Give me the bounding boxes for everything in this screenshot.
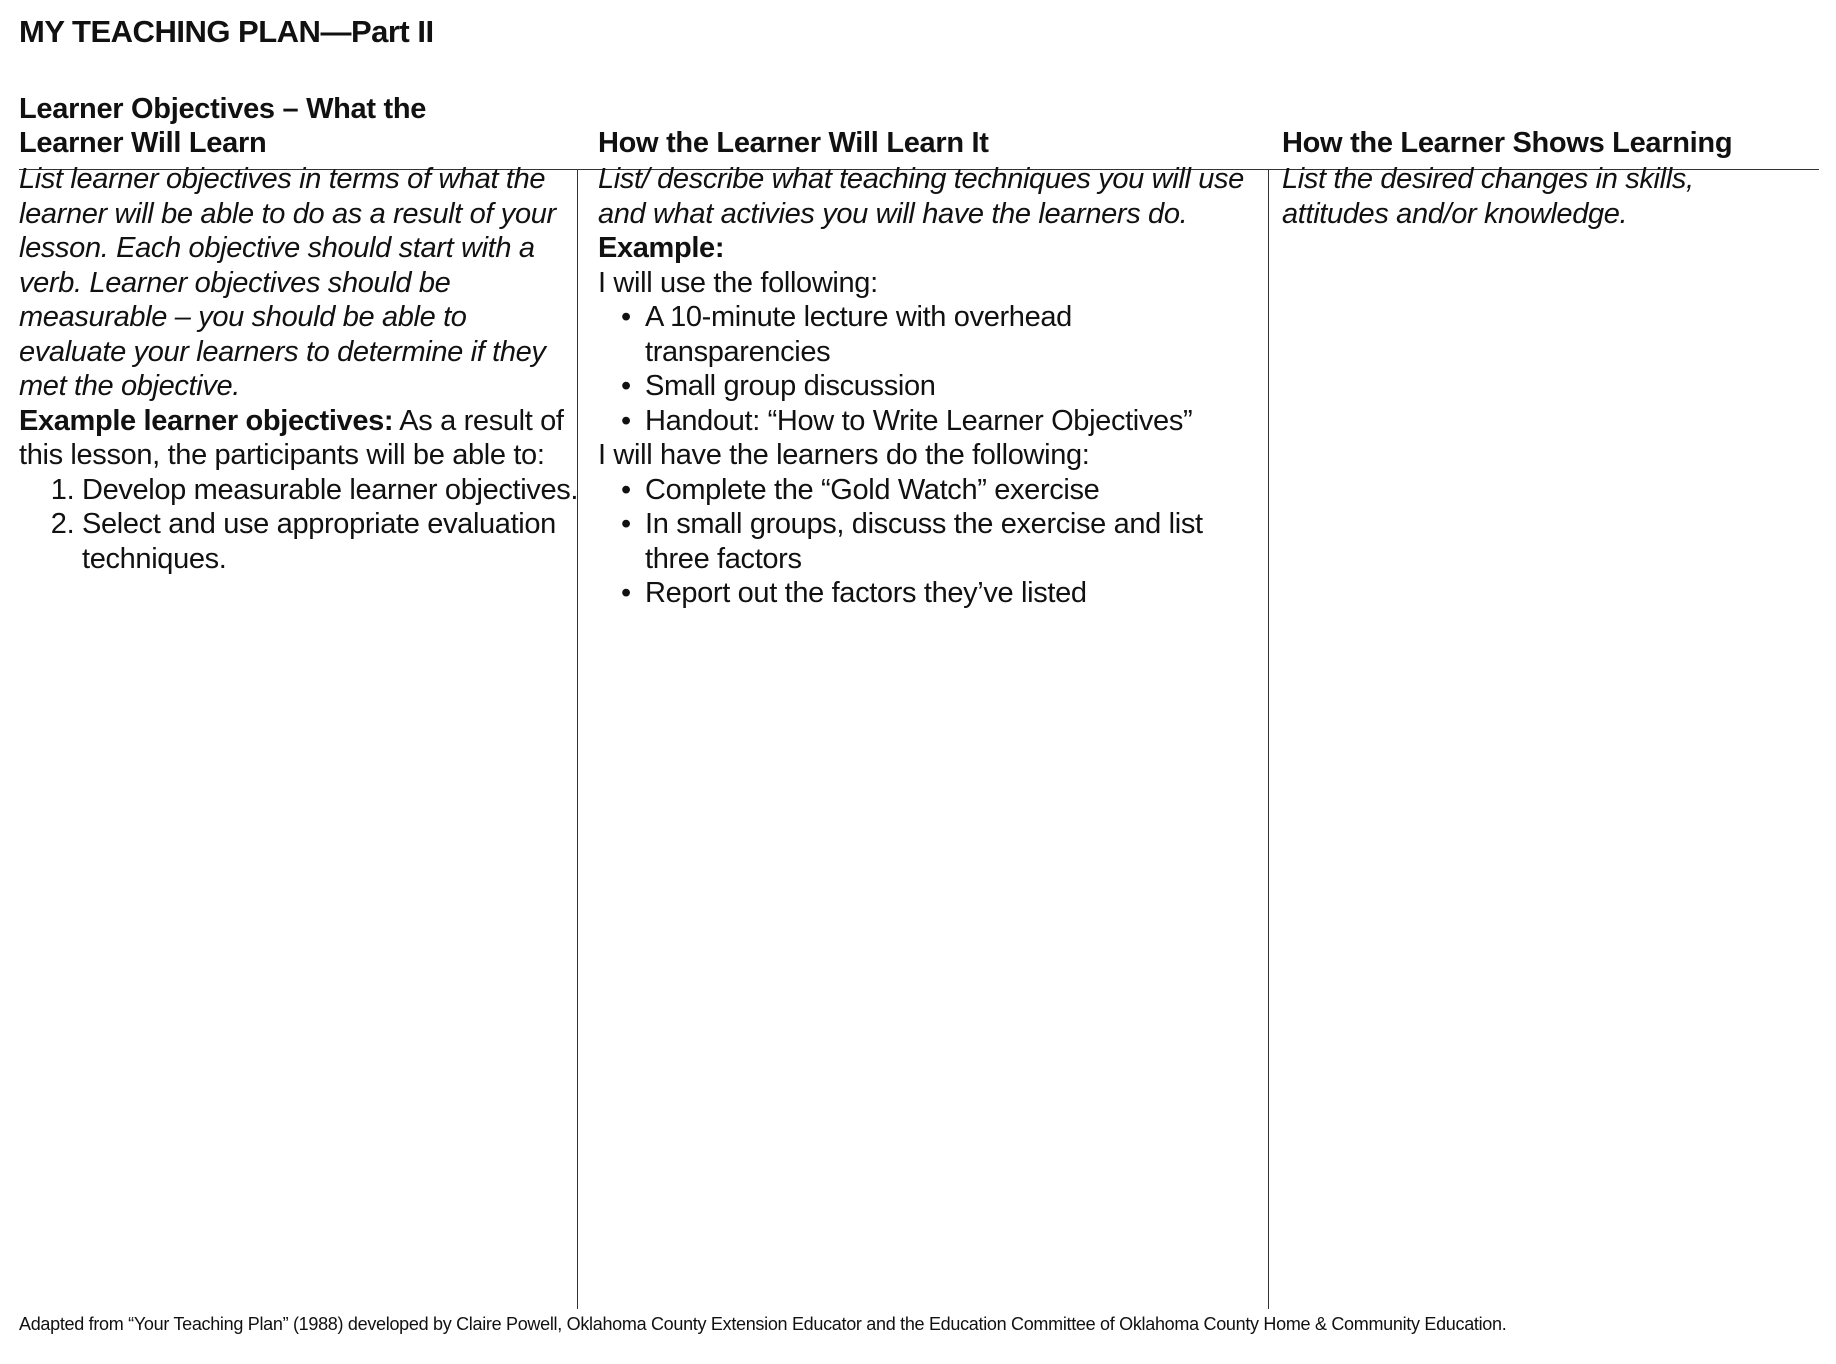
shows-learning-instructions: List the desired changes in skills, attitudes and/or knowledge. [1282, 163, 1694, 230]
list-item: 2. Select and use appropriate evaluation techniques. [82, 507, 582, 576]
list-item: • Complete the “Gold Watch” exercise [645, 473, 1245, 508]
page-title: MY TEACHING PLAN—Part II [19, 14, 434, 49]
list-item: • Handout: “How to Write Learner Objectives” [645, 404, 1245, 439]
objectives-list [19, 473, 589, 577]
list-item: 1. Develop measurable learner objectives. [82, 473, 589, 508]
how-learn-example-label: Example: [598, 232, 725, 264]
how-learn-intro-activities: I will have the learners do the following: [598, 439, 1090, 471]
objectives-example-text: As a result of this lesson, the participants will be able to: [19, 404, 564, 471]
footer-credit: Adapted from “Your Teaching Plan” (1988) developed by Claire Powell, Oklahoma County Extension Educator and the Education Committee of Oklahoma County Home & Community Education. [19, 1314, 1507, 1334]
list-item: • A 10-minute lecture with overhead transparencies [645, 300, 1115, 369]
column-header-objectives: Learner Objectives – What the Learner Will Learn [19, 93, 427, 159]
objectives-example-label: Example learner objectives: [19, 404, 394, 437]
column-header-how-learn: How the Learner Will Learn It [598, 127, 989, 159]
objectives-instructions: List learner objectives in terms of what the learner will be able to do as a result of your lesson. Each objective should start with a verb. Learner objectives should be measurable – you should be able to evaluate your learners to determine if they met the objective. [19, 163, 556, 402]
list-item: • Report out the factors they’ve listed [645, 576, 1245, 611]
column-header-shows-learning: How the Learner Shows Learning [1282, 127, 1733, 159]
how-learn-intro-techniques: I will use the following: [598, 266, 878, 299]
techniques-list [598, 300, 1193, 438]
list-item: • Small group discussion [645, 369, 1115, 404]
objectives-example [19, 404, 594, 473]
column-shows-learning [1282, 162, 1762, 231]
list-item: • In small groups, discuss the exercise and list three factors [645, 507, 1245, 576]
column-objectives [19, 162, 589, 576]
column-divider-2 [1268, 169, 1269, 1309]
how-learn-instructions: List/ describe what teaching techniques you will use and what activies you will have the learners do. [598, 163, 1244, 230]
column-how-learn [598, 162, 1258, 611]
activities-list [598, 473, 1245, 611]
